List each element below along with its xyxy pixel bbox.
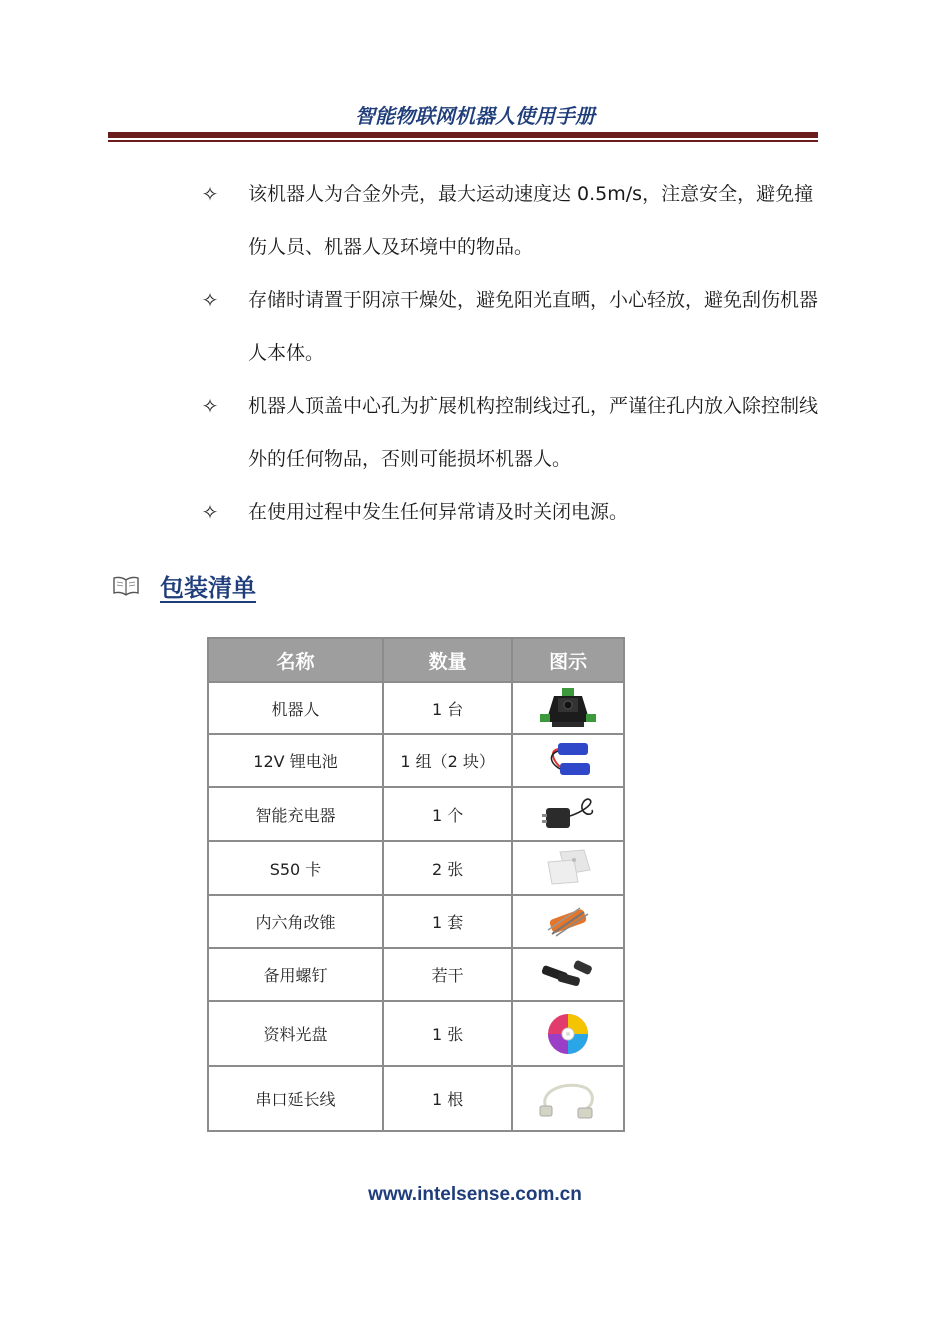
four-point-star-icon: ✧ [201, 182, 219, 206]
item-name: S50 卡 [208, 841, 383, 895]
packing-list-table [207, 637, 625, 1132]
robot-image [538, 686, 598, 730]
item-name: 串口延长线 [208, 1066, 383, 1131]
item-name: 机器人 [208, 682, 383, 734]
header-rule-thin [108, 140, 818, 142]
safety-note-text: 该机器人为合金外壳，最大运动速度达 0.5m/s，注意安全，避免撞伤人员、机器人及环境中的物品。 [248, 183, 814, 258]
item-quantity: 1 个 [383, 787, 512, 841]
item-image-cell [512, 1066, 624, 1131]
safety-note [200, 486, 820, 539]
item-image-cell [512, 895, 624, 948]
item-quantity: 若干 [383, 948, 512, 1001]
table-header-row [208, 638, 624, 682]
table-row [208, 841, 624, 895]
column-header-quantity: 数量 [383, 638, 512, 682]
table-row [208, 787, 624, 841]
table-row [208, 948, 624, 1001]
section-title: 包装清单 [160, 574, 256, 602]
safety-note-text: 机器人顶盖中心孔为扩展机构控制线过孔，严谨往孔内放入除控制线外的任何物品，否则可能损坏机器人。 [248, 395, 819, 470]
item-quantity: 1 台 [383, 682, 512, 734]
header-rule-thick [108, 132, 818, 138]
footer-website-url: www.intelsense.com.cn [368, 1184, 582, 1205]
four-point-star-icon: ✧ [201, 500, 219, 524]
item-quantity: 1 张 [383, 1001, 512, 1066]
item-quantity: 1 套 [383, 895, 512, 948]
item-name: 资料光盘 [208, 1001, 383, 1066]
table-row [208, 734, 624, 787]
table-row [208, 682, 624, 734]
safety-note [200, 168, 820, 274]
safety-note-text: 存储时请置于阴凉干燥处，避免阳光直晒，小心轻放，避免刮伤机器人本体。 [248, 289, 819, 364]
item-image-cell [512, 682, 624, 734]
item-image-cell [512, 734, 624, 787]
item-quantity: 2 张 [383, 841, 512, 895]
item-image-cell [512, 787, 624, 841]
safety-note [200, 380, 820, 486]
serial-cable-image [538, 1074, 598, 1124]
open-book-icon [112, 576, 140, 596]
item-name: 12V 锂电池 [208, 734, 383, 787]
table-row [208, 1001, 624, 1066]
safety-note [200, 274, 820, 380]
item-name: 备用螺钉 [208, 948, 383, 1001]
item-image-cell [512, 948, 624, 1001]
four-point-star-icon: ✧ [201, 394, 219, 418]
table-row [208, 1066, 624, 1131]
safety-notes-list [200, 168, 820, 539]
document-header-title: 智能物联网机器人使用手册 [355, 104, 595, 128]
column-header-image: 图示 [512, 638, 624, 682]
item-quantity: 1 根 [383, 1066, 512, 1131]
screws-image [538, 953, 598, 997]
hex-key-image [538, 900, 598, 944]
column-header-name: 名称 [208, 638, 383, 682]
four-point-star-icon: ✧ [201, 288, 219, 312]
card-image [538, 846, 598, 890]
item-image-cell [512, 1001, 624, 1066]
charger-image [538, 792, 598, 836]
item-image-cell [512, 841, 624, 895]
battery-image [538, 739, 598, 783]
cd-image [538, 1009, 598, 1059]
safety-note-text: 在使用过程中发生任何异常请及时关闭电源。 [248, 501, 629, 523]
table-row [208, 895, 624, 948]
item-name: 智能充电器 [208, 787, 383, 841]
item-name: 内六角改锥 [208, 895, 383, 948]
item-quantity: 1 组（2 块） [383, 734, 512, 787]
